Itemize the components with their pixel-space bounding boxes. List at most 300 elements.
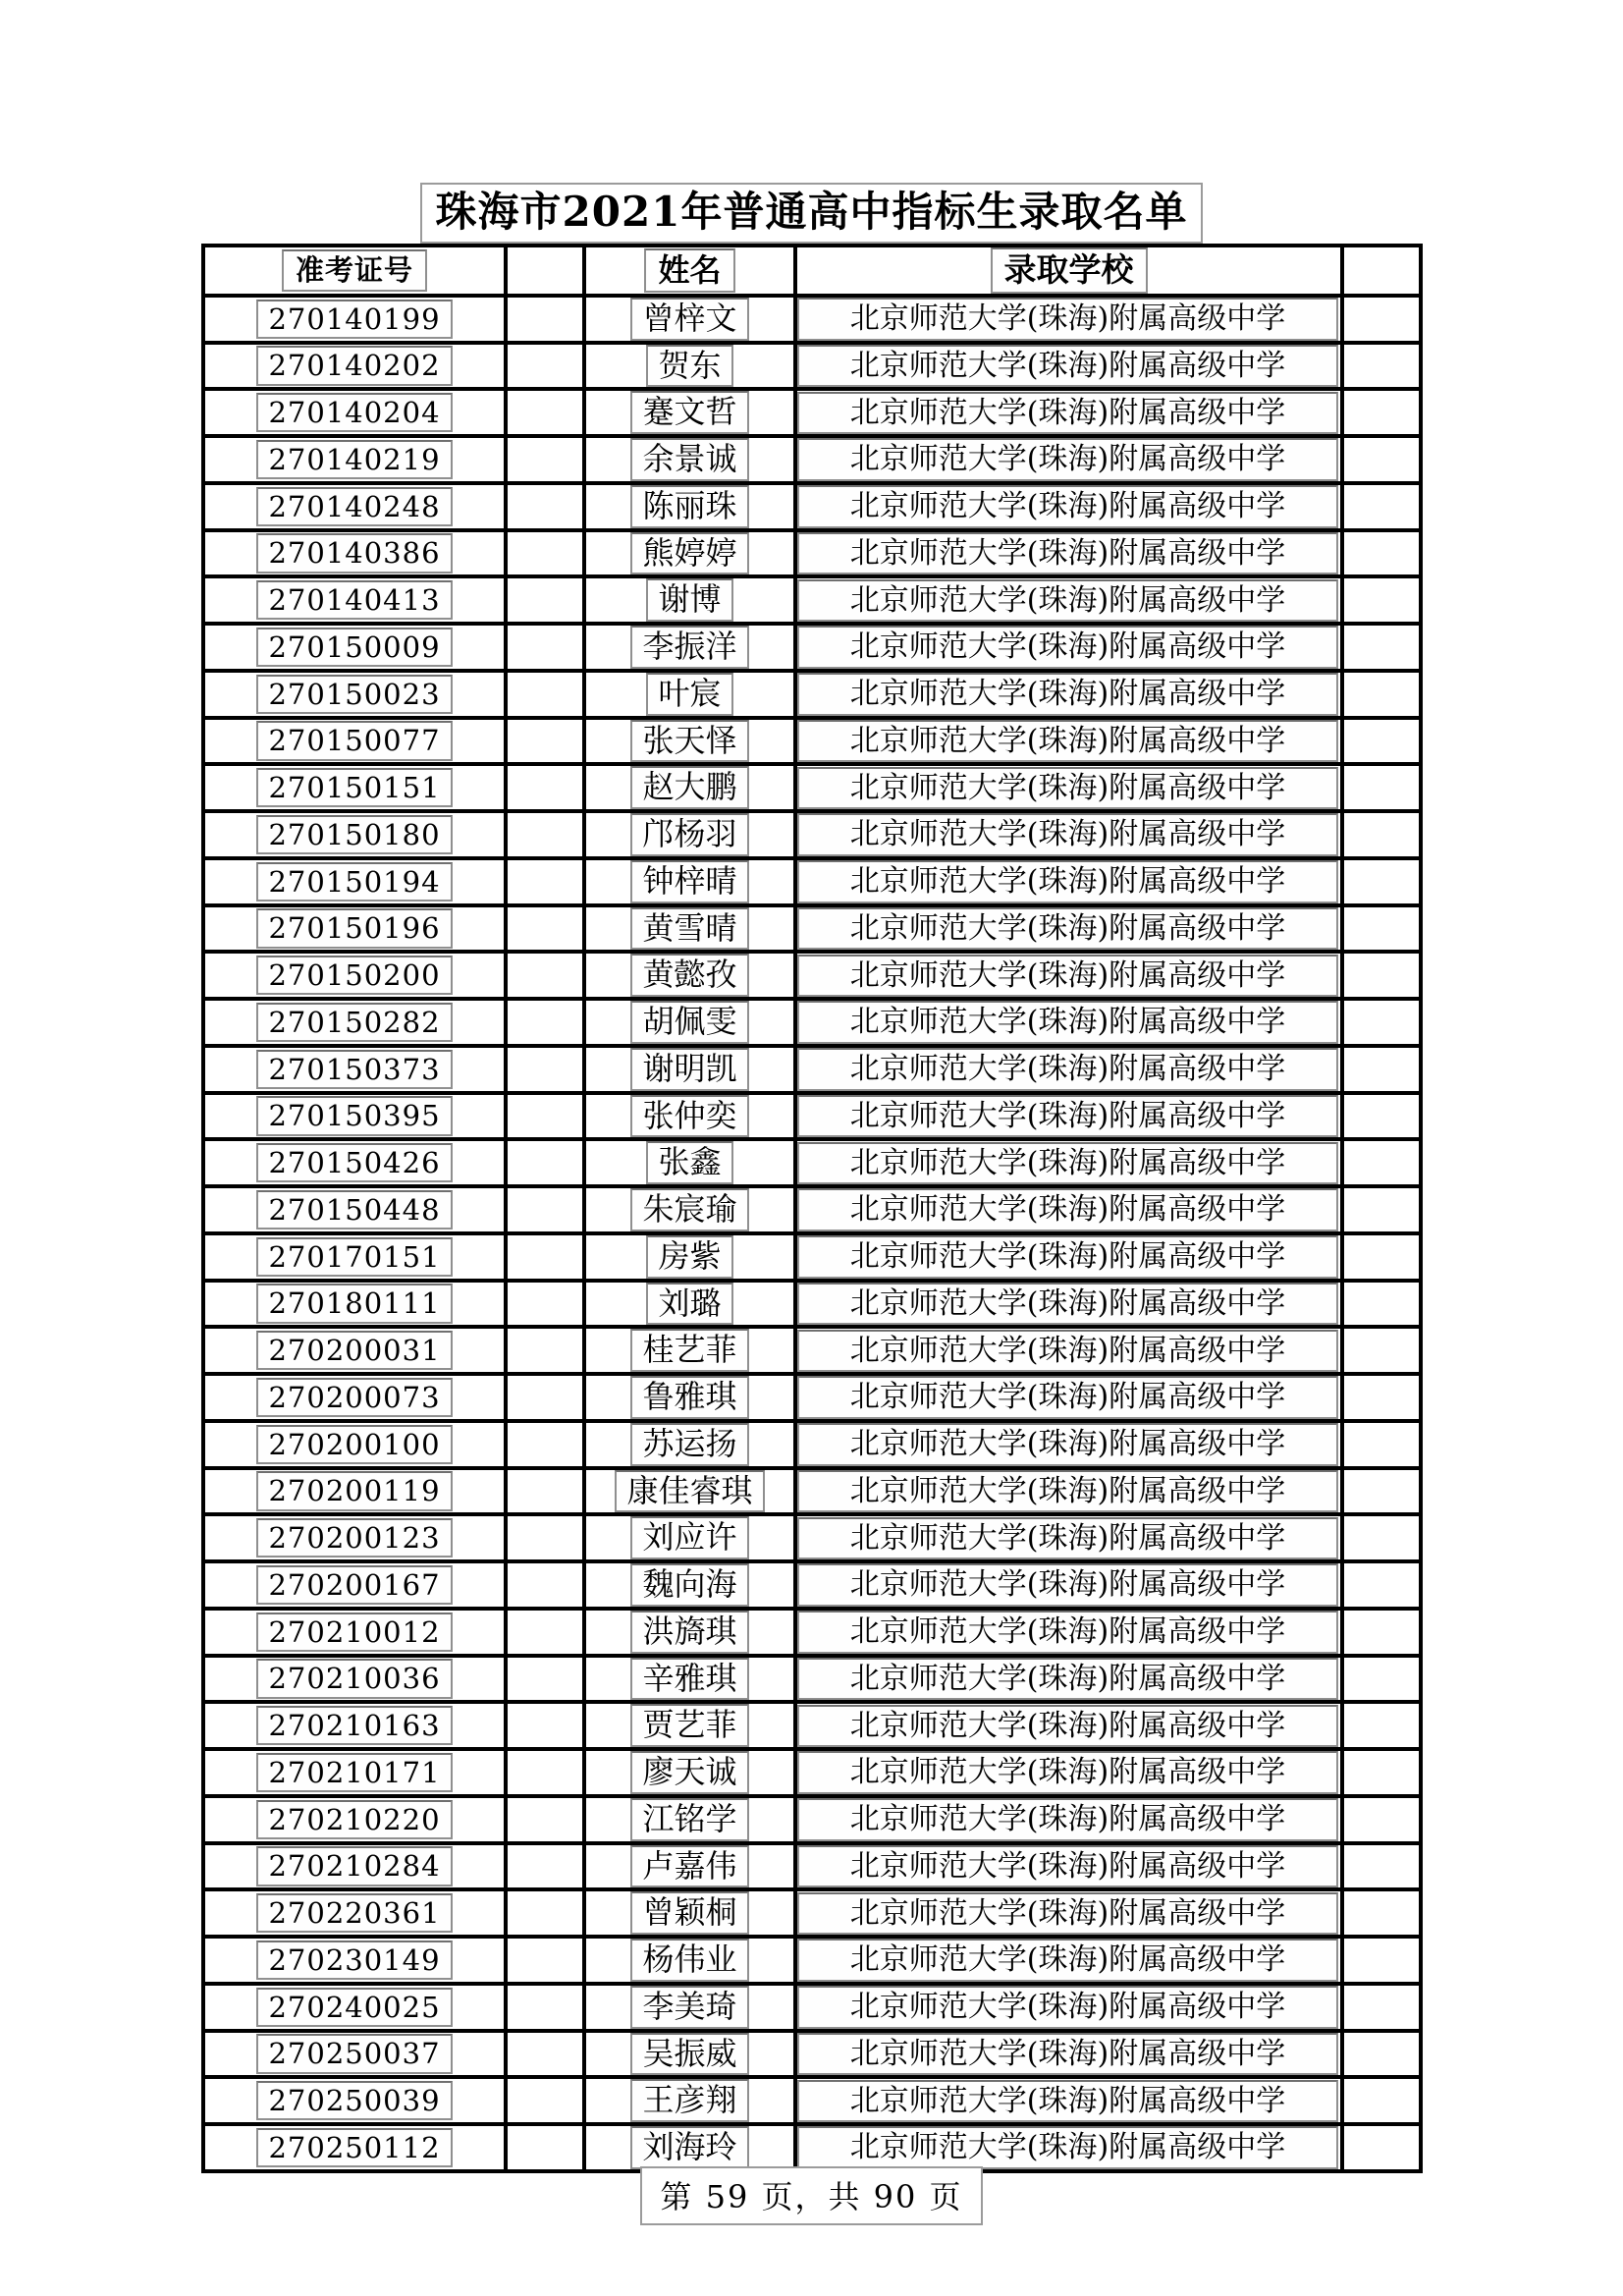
table-row [203, 483, 1421, 530]
school-cell [795, 1843, 1342, 1890]
table-row [203, 718, 1421, 765]
school-field: 北京师范大学(珠海)附属高级中学 [797, 1611, 1338, 1653]
exam-no-cell [203, 483, 506, 530]
school-field: 北京师范大学(珠海)附属高级中学 [797, 1845, 1338, 1887]
table-row [203, 1889, 1421, 1937]
name-field: 桂艺菲 [630, 1329, 748, 1372]
empty-cell [506, 624, 584, 671]
name-cell [584, 389, 795, 436]
school-field: 北京师范大学(珠海)附属高级中学 [797, 1705, 1338, 1747]
school-cell [795, 1421, 1342, 1468]
name-cell [584, 1374, 795, 1421]
name-field: 谢博 [646, 578, 732, 622]
school-cell [795, 1609, 1342, 1656]
table-row [203, 1609, 1421, 1656]
empty-cell [1342, 389, 1421, 436]
exam-no-field: 270210163 [256, 1706, 452, 1745]
exam-no-field: 270150448 [256, 1190, 452, 1230]
table-row [203, 811, 1421, 858]
exam-no-field: 270150282 [256, 1003, 452, 1042]
empty-cell [506, 1374, 584, 1421]
name-cell [584, 2031, 795, 2078]
empty-cell [506, 389, 584, 436]
school-field: 北京师范大学(珠海)附属高级中学 [797, 2033, 1338, 2075]
name-cell [584, 1281, 795, 1328]
exam-no-cell [203, 1046, 506, 1093]
table-row [203, 671, 1421, 718]
empty-cell [506, 811, 584, 858]
exam-no-field: 270140248 [256, 487, 452, 526]
school-cell [795, 1327, 1342, 1374]
name-cell [584, 1139, 795, 1186]
empty-cell [506, 1561, 584, 1609]
exam-no-cell [203, 343, 506, 390]
empty-cell [1342, 1609, 1421, 1656]
school-cell [795, 671, 1342, 718]
table-row [203, 1374, 1421, 1421]
empty-cell [1342, 1093, 1421, 1140]
school-cell [795, 858, 1342, 905]
school-field: 北京师范大学(珠海)附属高级中学 [797, 1423, 1338, 1465]
empty-cell [1342, 343, 1421, 390]
table-row [203, 389, 1421, 436]
name-field: 卢嘉伟 [630, 1845, 748, 1888]
name-field: 李美琦 [630, 1986, 748, 2029]
empty-cell [506, 436, 584, 483]
name-cell [584, 905, 795, 953]
table-row [203, 858, 1421, 905]
empty-cell [1342, 764, 1421, 811]
exam-no-cell [203, 1139, 506, 1186]
empty-cell [1342, 952, 1421, 999]
exam-no-cell [203, 1421, 506, 1468]
name-field: 江铭学 [630, 1798, 748, 1841]
exam-no-cell [203, 2124, 506, 2171]
school-field: 北京师范大学(珠海)附属高级中学 [797, 1048, 1338, 1090]
name-cell [584, 1749, 795, 1796]
table-row [203, 343, 1421, 390]
exam-no-cell [203, 2077, 506, 2124]
empty-cell [1342, 718, 1421, 765]
exam-no-field: 270150180 [256, 815, 452, 854]
name-field: 余景诚 [630, 438, 748, 481]
exam-no-field: 270140413 [256, 580, 452, 620]
empty-cell [1342, 1843, 1421, 1890]
exam-no-cell [203, 1843, 506, 1890]
empty-cell [1342, 1186, 1421, 1233]
table-row [203, 905, 1421, 953]
school-field: 北京师范大学(珠海)附属高级中学 [797, 438, 1338, 480]
school-cell [795, 483, 1342, 530]
empty-cell [1342, 2077, 1421, 2124]
name-field: 曾梓文 [630, 298, 748, 341]
exam-no-cell [203, 811, 506, 858]
name-field: 刘海玲 [630, 2126, 748, 2169]
school-cell [795, 624, 1342, 671]
exam-no-cell [203, 1514, 506, 1561]
exam-no-field: 270140219 [256, 440, 452, 479]
exam-no-field: 270240025 [256, 1988, 452, 2027]
empty-cell [1342, 296, 1421, 343]
header-exam-no-cell [203, 246, 506, 296]
empty-cell [506, 1749, 584, 1796]
empty-cell [1342, 1937, 1421, 1984]
school-field: 北京师范大学(珠海)附属高级中学 [797, 1142, 1338, 1184]
name-field: 谢明凯 [630, 1048, 748, 1091]
exam-no-cell [203, 1327, 506, 1374]
empty-cell [1342, 1374, 1421, 1421]
exam-no-cell [203, 436, 506, 483]
empty-cell [506, 1093, 584, 1140]
exam-no-field: 270250039 [256, 2081, 452, 2120]
school-field: 北京师范大学(珠海)附属高级中学 [797, 532, 1338, 574]
school-field: 北京师范大学(珠海)附属高级中学 [797, 1986, 1338, 2028]
empty-header-cell [506, 246, 584, 296]
empty-cell [506, 1843, 584, 1890]
school-field: 北京师范大学(珠海)附属高级中学 [797, 1798, 1338, 1840]
table-row [203, 576, 1421, 624]
school-cell [795, 1468, 1342, 1515]
exam-no-field: 270170151 [256, 1237, 452, 1277]
school-field: 北京师范大学(珠海)附属高级中学 [797, 1235, 1338, 1278]
name-cell [584, 1233, 795, 1281]
empty-cell [506, 999, 584, 1046]
name-field: 苏运扬 [630, 1423, 748, 1466]
school-cell [795, 2077, 1342, 2124]
empty-cell [1342, 1889, 1421, 1937]
name-field: 黄雪晴 [630, 907, 748, 951]
school-field: 北京师范大学(珠海)附属高级中学 [797, 392, 1338, 434]
school-field: 北京师范大学(珠海)附属高级中学 [797, 907, 1338, 950]
exam-no-field: 270210284 [256, 1846, 452, 1886]
exam-no-field: 270150426 [256, 1143, 452, 1182]
name-cell [584, 1889, 795, 1937]
name-field: 王彦翔 [630, 2079, 748, 2122]
name-field: 洪旖琪 [630, 1611, 748, 1654]
school-field: 北京师范大学(珠海)附属高级中学 [797, 1188, 1338, 1230]
school-field: 北京师范大学(珠海)附属高级中学 [797, 1658, 1338, 1700]
exam-no-field: 270150023 [256, 675, 452, 714]
document-title: 珠海市2021年普通高中指标生录取名单 [435, 188, 1188, 236]
school-cell [795, 2031, 1342, 2078]
table-row [203, 764, 1421, 811]
exam-no-cell [203, 999, 506, 1046]
school-field: 北京师范大学(珠海)附属高级中学 [797, 1283, 1338, 1325]
school-cell [795, 999, 1342, 1046]
name-cell [584, 530, 795, 577]
name-field: 黄懿孜 [630, 954, 748, 997]
empty-cell [506, 576, 584, 624]
school-cell [795, 1561, 1342, 1609]
name-field: 熊婷婷 [630, 532, 748, 575]
name-field: 钟梓晴 [630, 860, 748, 903]
name-cell [584, 624, 795, 671]
exam-no-cell [203, 1186, 506, 1233]
school-field: 北京师范大学(珠海)附属高级中学 [797, 1470, 1338, 1512]
empty-cell [506, 858, 584, 905]
empty-cell [506, 764, 584, 811]
school-field: 北京师范大学(珠海)附属高级中学 [797, 813, 1338, 855]
name-field: 刘璐 [646, 1283, 732, 1326]
name-field: 朱宸瑜 [630, 1188, 748, 1231]
exam-no-cell [203, 1656, 506, 1703]
exam-no-cell [203, 952, 506, 999]
school-cell [795, 1889, 1342, 1937]
name-cell [584, 718, 795, 765]
school-cell [795, 389, 1342, 436]
school-field: 北京师范大学(珠海)附属高级中学 [797, 767, 1338, 809]
empty-cell [1342, 2124, 1421, 2171]
table-row [203, 296, 1421, 343]
name-field: 胡佩雯 [630, 1001, 748, 1044]
table-row [203, 952, 1421, 999]
exam-no-cell [203, 718, 506, 765]
name-cell [584, 1702, 795, 1749]
name-field: 曾颖桐 [630, 1891, 748, 1935]
admission-table [201, 244, 1423, 2173]
school-cell [795, 1139, 1342, 1186]
empty-cell [506, 1186, 584, 1233]
exam-no-field: 270200073 [256, 1378, 452, 1417]
name-field: 贾艺菲 [630, 1704, 748, 1747]
exam-no-cell [203, 1937, 506, 1984]
exam-no-field: 270150373 [256, 1050, 452, 1089]
empty-cell [1342, 1749, 1421, 1796]
empty-cell [1342, 1327, 1421, 1374]
exam-no-cell [203, 1468, 506, 1515]
empty-cell [506, 1468, 584, 1515]
empty-cell [506, 2077, 584, 2124]
empty-cell [506, 483, 584, 530]
name-cell [584, 2124, 795, 2171]
exam-no-field: 270140199 [256, 300, 452, 339]
exam-no-cell [203, 576, 506, 624]
name-cell [584, 1046, 795, 1093]
exam-no-field: 270200167 [256, 1565, 452, 1605]
school-field: 北京师范大学(珠海)附属高级中学 [797, 1330, 1338, 1372]
document-title-box [420, 183, 1204, 244]
school-cell [795, 1796, 1342, 1843]
empty-cell [1342, 1702, 1421, 1749]
school-field: 北京师范大学(珠海)附属高级中学 [797, 1563, 1338, 1606]
school-cell [795, 905, 1342, 953]
exam-no-field: 270200123 [256, 1518, 452, 1558]
school-field: 北京师范大学(珠海)附属高级中学 [797, 1939, 1338, 1981]
empty-cell [1342, 2031, 1421, 2078]
exam-no-field: 270150077 [256, 721, 452, 760]
name-cell [584, 1093, 795, 1140]
school-field: 北京师范大学(珠海)附属高级中学 [797, 1517, 1338, 1559]
exam-no-field: 270230149 [256, 1941, 452, 1980]
name-cell [584, 1468, 795, 1515]
school-cell [795, 1093, 1342, 1140]
empty-cell [1342, 1561, 1421, 1609]
table-row [203, 1749, 1421, 1796]
table-row [203, 2031, 1421, 2078]
table-row [203, 2124, 1421, 2171]
exam-no-cell [203, 1561, 506, 1609]
empty-cell [506, 1889, 584, 1937]
empty-cell [506, 718, 584, 765]
empty-cell [1342, 1139, 1421, 1186]
name-cell [584, 576, 795, 624]
empty-header-cell [1342, 246, 1421, 296]
name-field: 陈丽珠 [630, 485, 748, 528]
empty-cell [506, 952, 584, 999]
school-cell [795, 952, 1342, 999]
title-container [0, 183, 1623, 244]
admission-table-body [203, 296, 1421, 2171]
empty-cell [506, 2124, 584, 2171]
empty-cell [506, 296, 584, 343]
school-cell [795, 764, 1342, 811]
name-field: 鲁雅琪 [630, 1376, 748, 1419]
table-row [203, 1421, 1421, 1468]
school-field: 北京师范大学(珠海)附属高级中学 [797, 626, 1338, 668]
school-cell [795, 530, 1342, 577]
exam-no-field: 270150194 [256, 862, 452, 902]
name-field: 刘应许 [630, 1516, 748, 1559]
table-row [203, 1468, 1421, 1515]
exam-no-cell [203, 1749, 506, 1796]
header-row [203, 246, 1421, 296]
name-field: 廖天诚 [630, 1751, 748, 1794]
exam-no-field: 270140386 [256, 533, 452, 573]
header-school-cell [795, 246, 1342, 296]
school-cell [795, 1656, 1342, 1703]
name-cell [584, 1656, 795, 1703]
school-cell [795, 1374, 1342, 1421]
empty-cell [506, 2031, 584, 2078]
school-cell [795, 1702, 1342, 1749]
empty-cell [506, 1139, 584, 1186]
exam-no-cell [203, 905, 506, 953]
school-field: 北京师范大学(珠海)附属高级中学 [797, 1751, 1338, 1793]
page-number-text: 第 59 页，共 90 页 [660, 2178, 963, 2215]
exam-no-field: 270140204 [256, 393, 452, 432]
school-field: 北京师范大学(珠海)附属高级中学 [797, 1095, 1338, 1137]
name-cell [584, 2077, 795, 2124]
footer-container [0, 2166, 1623, 2225]
exam-no-field: 270200100 [256, 1425, 452, 1464]
empty-cell [1342, 811, 1421, 858]
school-cell [795, 1186, 1342, 1233]
school-cell [795, 718, 1342, 765]
exam-no-field: 270150395 [256, 1096, 452, 1135]
header-school: 录取学校 [991, 247, 1148, 294]
school-field: 北京师范大学(珠海)附属高级中学 [797, 2126, 1338, 2168]
name-cell [584, 343, 795, 390]
school-cell [795, 1937, 1342, 1984]
exam-no-cell [203, 1984, 506, 2031]
empty-cell [1342, 1233, 1421, 1281]
school-cell [795, 1984, 1342, 2031]
name-cell [584, 1186, 795, 1233]
header-exam-no: 准考证号 [282, 249, 427, 291]
table-row [203, 1046, 1421, 1093]
empty-cell [1342, 624, 1421, 671]
school-cell [795, 436, 1342, 483]
exam-no-field: 270150200 [256, 956, 452, 995]
empty-cell [1342, 1046, 1421, 1093]
empty-cell [1342, 1514, 1421, 1561]
table-row [203, 1702, 1421, 1749]
empty-cell [506, 905, 584, 953]
name-field: 杨伟业 [630, 1939, 748, 1982]
school-field: 北京师范大学(珠海)附属高级中学 [797, 955, 1338, 997]
school-field: 北京师范大学(珠海)附属高级中学 [797, 1001, 1338, 1043]
empty-cell [506, 671, 584, 718]
name-cell [584, 1796, 795, 1843]
table-row [203, 1233, 1421, 1281]
name-cell [584, 483, 795, 530]
school-cell [795, 1281, 1342, 1328]
table-row [203, 1984, 1421, 2031]
table-row [203, 1514, 1421, 1561]
empty-cell [1342, 671, 1421, 718]
school-field: 北京师范大学(珠海)附属高级中学 [797, 1892, 1338, 1935]
header-name-cell [584, 246, 795, 296]
exam-no-cell [203, 858, 506, 905]
exam-no-cell [203, 624, 506, 671]
exam-no-field: 270210036 [256, 1659, 452, 1698]
empty-cell [506, 1421, 584, 1468]
name-cell [584, 1609, 795, 1656]
exam-no-field: 270210220 [256, 1800, 452, 1839]
name-field: 张鑫 [646, 1141, 732, 1184]
exam-no-cell [203, 296, 506, 343]
school-cell [795, 2124, 1342, 2171]
name-field: 邝杨羽 [630, 813, 748, 856]
name-field: 张天怿 [630, 720, 748, 763]
name-cell [584, 436, 795, 483]
empty-cell [1342, 576, 1421, 624]
name-cell [584, 1327, 795, 1374]
exam-no-cell [203, 671, 506, 718]
empty-cell [506, 1984, 584, 2031]
name-field: 吴振威 [630, 2033, 748, 2076]
empty-cell [506, 1046, 584, 1093]
empty-cell [1342, 905, 1421, 953]
school-field: 北京师范大学(珠海)附属高级中学 [797, 298, 1338, 340]
empty-cell [506, 1609, 584, 1656]
empty-cell [506, 1233, 584, 1281]
school-field: 北京师范大学(珠海)附属高级中学 [797, 860, 1338, 902]
school-cell [795, 343, 1342, 390]
school-field: 北京师范大学(珠海)附属高级中学 [797, 1376, 1338, 1418]
exam-no-field: 270150151 [256, 768, 452, 807]
table-row [203, 1327, 1421, 1374]
name-field: 贺东 [646, 345, 732, 388]
exam-no-field: 270150196 [256, 908, 452, 948]
school-field: 北京师范大学(珠海)附属高级中学 [797, 720, 1338, 762]
exam-no-cell [203, 1702, 506, 1749]
empty-cell [1342, 1468, 1421, 1515]
name-field: 魏向海 [630, 1563, 748, 1607]
name-field: 张仲奕 [630, 1095, 748, 1138]
empty-cell [506, 343, 584, 390]
school-cell [795, 576, 1342, 624]
table-row [203, 1139, 1421, 1186]
exam-no-cell [203, 764, 506, 811]
exam-no-cell [203, 2031, 506, 2078]
table-row [203, 1656, 1421, 1703]
name-cell [584, 764, 795, 811]
name-field: 叶宸 [646, 673, 732, 716]
empty-cell [1342, 436, 1421, 483]
school-field: 北京师范大学(珠海)附属高级中学 [797, 485, 1338, 527]
exam-no-field: 270200031 [256, 1331, 452, 1370]
